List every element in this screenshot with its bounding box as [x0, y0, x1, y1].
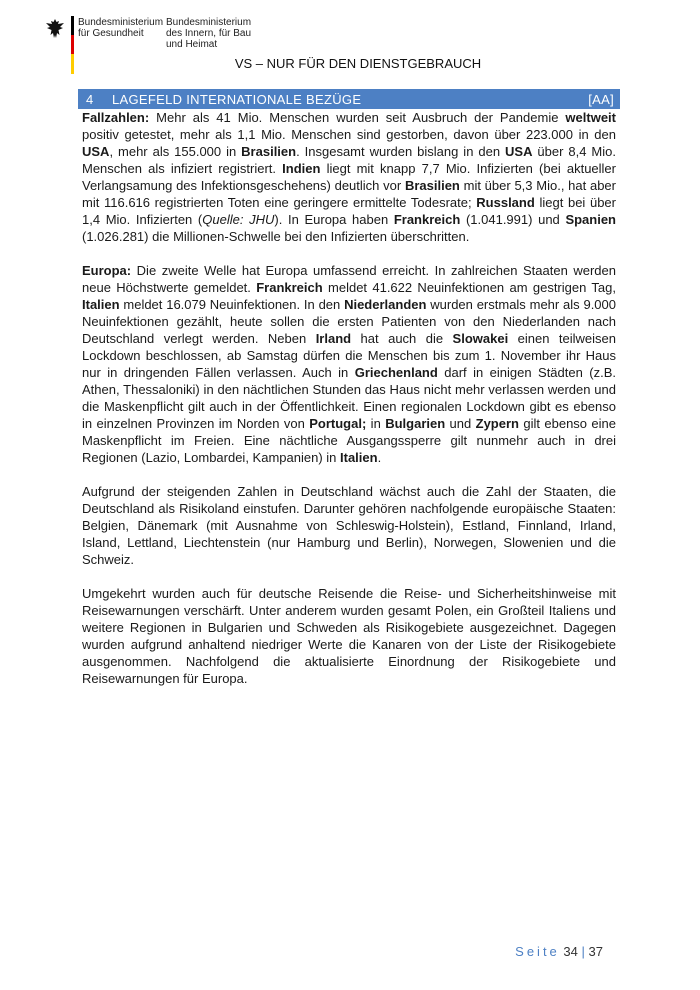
section-number: 4: [86, 91, 94, 107]
classification-label: VS – NUR FÜR DEN DIENSTGEBRAUCH: [234, 56, 482, 71]
page-separator: |: [581, 944, 585, 959]
page-label: Seite: [515, 944, 560, 959]
ministry-health-name: Bundesministerium für Gesundheit: [78, 17, 164, 39]
page-number: 34: [563, 944, 578, 959]
section-title: LAGEFELD INTERNATIONALE BEZÜGE: [112, 91, 362, 107]
ministry-interior-name: Bundesministerium des Innern, für Bau und Heimat: [166, 17, 252, 50]
paragraph-reisewarnungen: Umgekehrt wurden auch für deutsche Reisende die Reise- und Sicherheitshinweise mit Reisewarnungen verschärft. Unter anderem wurden gesamt Polen, ein Großteil Italiens und weitere Regionen in Bulgarien und Schweden als Risikogebiete ausgezeichnet. Dagegen wurden aufgrund anhaltend niedriger Werte die Kanaren von der Liste der Risikogebiete ausgenommen. Nachfolgend die aktualisierte Einordnung der Risikogebiete und Reisewarnungen für Europa.: [82, 586, 616, 686]
federal-eagle-icon: [44, 18, 66, 40]
section-content: [82, 109, 616, 704]
page-total: 37: [588, 944, 603, 959]
paragraph-fallzahlen: Fallzahlen: Mehr als 41 Mio. Menschen wurden seit Ausbruch der Pandemie weltweit positiv getestet, mehr als 1,1 Mio. Menschen sind gestorben, davon über 223.000 in den USA, mehr als 155.000 in Brasilien. Insgesamt wurden bislang in den USA über 8,4 Mio. Menschen als infiziert registriert. Indien liegt mit knapp 7,7 Mio. Infizierten (bei aktueller Verlangsamung des Infektionsgeschehens) deutlich vor Brasilien mit über 5,3 Mio., hat aber mit 116.616 registrierten Toten eine geringere ermittelte Todesrate; Russland liegt bei über 1,4 Mio. Infizierten (Quelle: JHU). In Europa haben Frankreich (1.041.991) und Spanien (1.026.281) die Millionen-Schwelle bei den Infizierten überschritten.: [82, 110, 617, 244]
page-footer: [515, 944, 603, 959]
paragraph-risikoland: Aufgrund der steigenden Zahlen in Deutschland wächst auch die Zahl der Staaten, die Deutschland als Risikoland einstufen. Darunter gehören nachfolgende europäische Staaten: Belgien, Dänemark (mit Ausnahme von Schleswig-Holstein), Estland, Finnland, Irland, Island, Lettland, Liechtenstein (nur Hamburg und Berlin), Norwegen, Slowenien und die Schweiz.: [82, 484, 616, 567]
paragraph-europa: Europa: Die zweite Welle hat Europa umfassend erreicht. In zahlreichen Staaten werden neue Höchstwerte gemeldet. Frankreich meldet 41.622 Neuinfektionen am gestrigen Tag, Italien meldet 16.079 Neuinfektionen. In den Niederlanden wurden erstmals mehr als 9.000 Neuinfektionen gezählt, heute sollen die ersten Patienten von den Niederlanden nach Deutschland verlegt werden. Neben Irland hat auch die Slowakei einen teilweisen Lockdown beschlossen, ab Samstag dürfen die Menschen bis zum 1. November ihr Haus nur in dringenden Fällen verlassen. Auch in Griechenland darf in einigen Städten (z.B. Athen, Thessaloniki) in den nächtlichen Stunden das Haus nicht mehr verlassen werden und die Maskenpflicht gilt auch in der Öffentlichkeit. Einen regionalen Lockdown gibt es ebenso in einzelnen Provinzen im Norden von Portugal; in Bulgarien und Zypern gilt ebenso eine Maskenpflicht im Freien. Eine nächtliche Ausgangssperre gilt nunmehr auch in drei Regionen (Lazio, Lombardei, Kampanien) in Italien.: [82, 263, 616, 465]
section-tag: [AA]: [588, 91, 614, 107]
section-header: [78, 89, 620, 109]
